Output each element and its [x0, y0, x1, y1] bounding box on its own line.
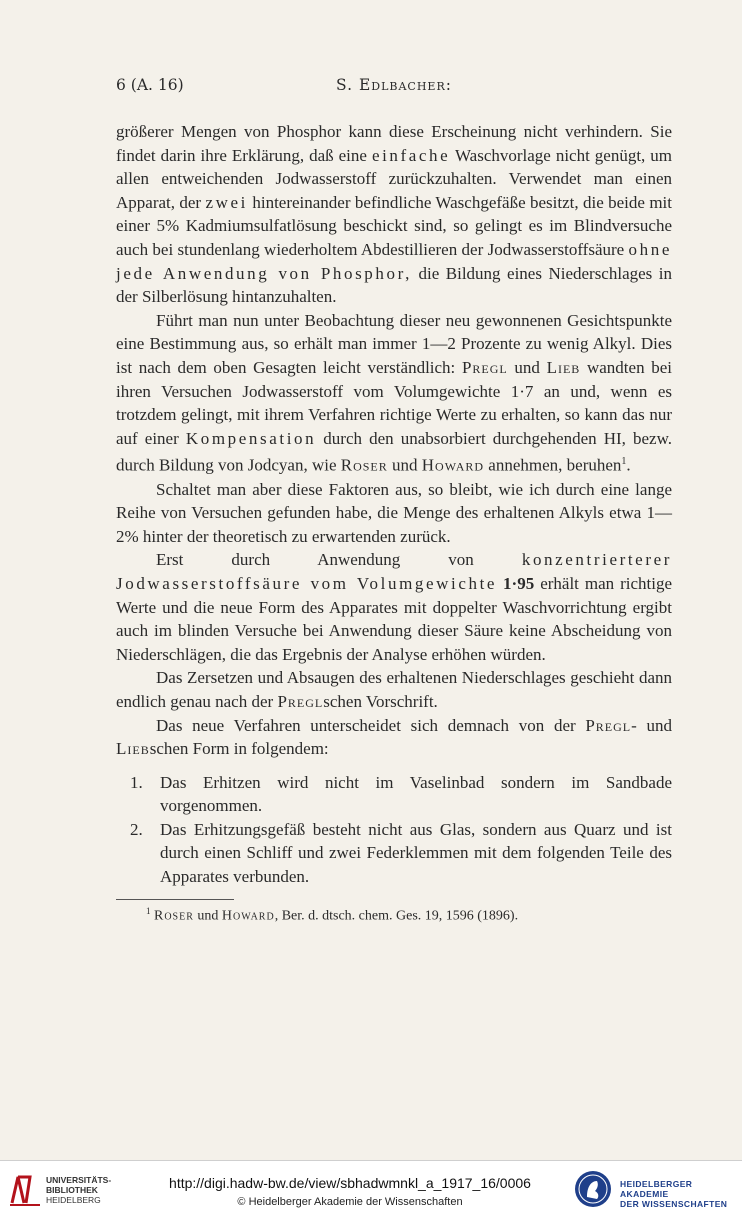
- numbered-list: [116, 771, 672, 889]
- paragraph: größerer Mengen von Phosphor kann diese Erscheinung nicht verhindern. Sie findet darin ihre Erklärung, daß eine einfache Waschvorlage nicht genügt, um allen entweichenden Jodwasserstoff zurückzuhalten. Verwendet man einen Apparat, der zwei hintereinander befindliche Waschgefäße besitzt, die beide mit einer 5% Kadmiumsulfatlösung beschickt sind, so gelingt es im Blindversuche auch bei stundenlang wiederholtem Abdestillieren der Jodwasserstoffsäure ohne jede Anwendung von Phosphor, die Bildung eines Niederschlages in der Silberlösung hintanzuhalten.: [116, 122, 672, 307]
- copyright-notice: © Heidelberger Akademie der Wissenschaften: [237, 1196, 463, 1208]
- footnote: $^1$ Roser und Howard, Ber. d. dtsch. chem. Ges. 19, 1596 (1896).: [146, 905, 519, 924]
- university-library-logo-icon: [8, 1171, 42, 1207]
- footnote-reference: 1: [621, 456, 627, 468]
- permalink-url[interactable]: http://digi.hadw-bw.de/view/sbhadwmnkl_a_1917_16/0006: [169, 1175, 531, 1191]
- footer-bar: [0, 1160, 742, 1217]
- paragraph: Das neue Verfahren unterscheidet sich demnach von der Pregl- und Liebschen Form in folgendem:: [116, 715, 672, 759]
- list-item: 1. Das Erhitzen wird nicht im Vaselinbad sondern im Sandbade vorgenommen.: [130, 772, 672, 816]
- paragraph: Das Zersetzen und Absaugen des erhaltenen Niederschlages geschieht dann endlich genau nach der Preglschen Vorschrift.: [116, 668, 672, 711]
- paragraph: Schaltet man aber diese Faktoren aus, so bleibt, wie ich durch eine lange Reihe von Versuchen gefunden habe, die Menge des erhaltenen Alkyls etwa 1—2% hinter der theoretisch zu erwartenden zurück.: [116, 479, 672, 546]
- paragraph: Führt man nun unter Beobachtung dieser neu gewonnenen Gesichtspunkte eine Bestimmung aus, so erhält man immer 1—2 Prozente zu wenig Alkyl. Dies ist nach dem oben Gesagten leicht verständlich: Pregl und Lieb wandten bei ihren Versuchen Jodwasserstoff vom Volumgewichte 1·7 an und, wenn es trotzdem gelingt, mit ihrem Verfahren richtige Werte zu erhalten, so kann das nur auf einer Kompensation durch den unabsorbiert durchgehenden HI, bezw. durch Bildung von Jodcyan, wie Roser und Howard annehmen, beruhen$^1$.: [116, 310, 673, 475]
- list-item: 2. Das Erhitzungsgefäß besteht nicht aus Glas, sondern aus Quarz und ist durch einen Schliff und zwei Federklemmen mit dem folgenden Teile des Apparates verbunden.: [130, 819, 672, 887]
- running-head-author: S. Edlbacher:: [336, 76, 452, 94]
- footnote-divider: [116, 899, 234, 900]
- university-library-name: UNIVERSITÄTS- BIBLIOTHEK HEIDELBERG: [46, 1175, 112, 1205]
- academy-seal-icon: [573, 1169, 613, 1209]
- academy-name: HEIDELBERGER AKADEMIE DER WISSENSCHAFTEN: [620, 1179, 728, 1209]
- paragraph: Erst durch Anwendung von konzentrierterer Jodwasserstoffsäure vom Volumgewichte 1·95 erhält man richtige Werte und die neue Form des Apparates mit doppelter Waschvorrichtung ergibt auch im blinden Versuche bei Anwendung dieser Säure keine Abscheidung von Niederschlägen, die das Ergebnis der Analyse erhöhen würden.: [116, 550, 673, 664]
- body-text: [116, 120, 672, 925]
- page-reference: 6 (A. 16): [116, 76, 184, 94]
